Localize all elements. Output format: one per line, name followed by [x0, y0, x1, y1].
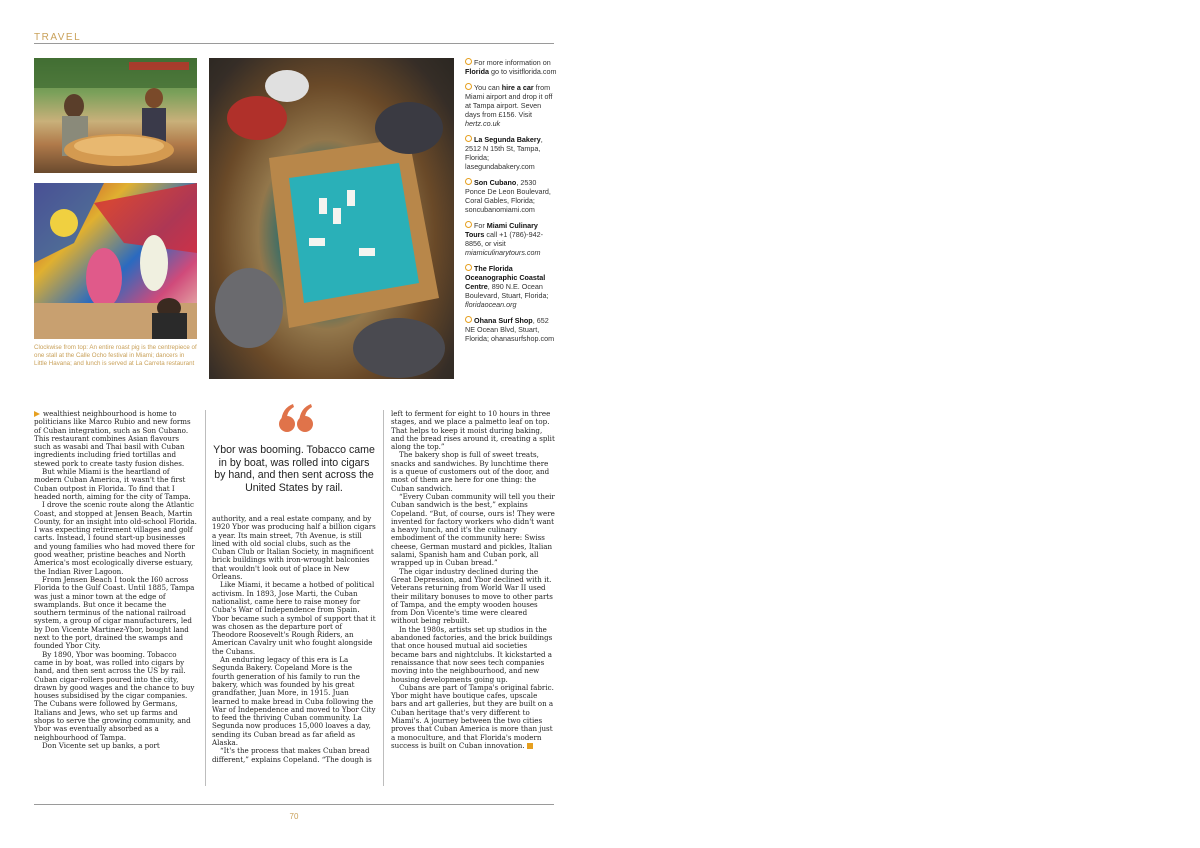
photo-domino-game-art: [209, 58, 454, 379]
top-rule: [34, 43, 554, 44]
body-paragraph: The bakery shop is full of sweet treats, snacks and sandwiches. By lunchtime there is a queue of customers out of the door, and most of them are here for one thing: the Cuban sandwich.: [391, 450, 550, 493]
body-paragraph: From Jensen Beach I took the I60 across Florida to the Gulf Coast. Until 1885, Tampa was just a minor town at the edge of swamplands. But once it became the southern terminus of the national railroad system, a group of cigar manufacturers, led by Don Vicente Martinez-Ybor, bought land next to the port, drained the swamps and founded Ybor City.: [34, 574, 195, 651]
pull-quote: Ybor was booming. Tobacco came in by boat, was rolled into cigars by hand, and then sent across the United States by rail.: [213, 444, 375, 494]
bullet-icon: [465, 83, 472, 90]
body-paragraph: “Every Cuban community will tell you their Cuban sandwich is the best,” explains Copeland. “But, of course, ours is! They were invented for factory workers who didn't want a heavy lunch, and it's the culinary embodiment of the community here: Swiss cheese, German mustard and pickles, Italian salami, Spanish ham and Cuban pork, all wrapped up in Cuban bread.”: [391, 491, 555, 568]
info-item: For Miami Culinary Tours call +1 (786)-942-8856, or visit miamiculinarytours.com: [465, 221, 543, 257]
photo-roast-pig: [34, 58, 197, 173]
photo-dancers-mural: [34, 183, 197, 339]
bullet-icon: [465, 221, 472, 228]
page-number: 70: [289, 812, 299, 821]
info-item: You can hire a car from Miami airport and drop it off at Tampa airport. Seven days from £156. Visit hertz.co.uk: [465, 83, 553, 128]
body-column-3: [391, 410, 555, 750]
body-paragraph: Like Miami, it became a hotbed of political activism. In 1893, Jose Marti, the Cuban nationalist, came here to raise money for Cuba's War of Independence from Spain. Ybor became such a symbol of support that it was chosen as the departure port of Theodore Roosevelt's Rough Riders, an American Cavalry unit who fought alongside the Cubans.: [212, 580, 376, 656]
info-item: La Segunda Bakery, 2512 N 15th St, Tampa, Florida; lasegundabakery.com: [465, 135, 543, 171]
body-paragraph: “It's the process that makes Cuban bread different,” explains Copeland. “The dough is: [212, 746, 372, 764]
end-mark-icon: [527, 743, 533, 749]
body-paragraph: Cubans are part of Tampa's original fabric. Ybor might have boutique cafes, upscale bars and art galleries, but they are built on a Cuban heritage that's very different to Miami's. A journey between the two cities proves that Cuban America is more than just a monoculture, and that Florida's modern success is built on Cuban innovation.: [391, 682, 554, 750]
body-paragraph: I drove the scenic route along the Atlantic Coast, and stopped at Jensen Beach, Martin County, for an insight into old-school Florida. I was expecting retirement villages and golf carts. Instead, I found start-up businesses and young families who had moved there for good weather, pristine beaches and North America's most ecologically diverse estuary, the Indian River Lagoon.: [34, 500, 197, 576]
body-paragraph: authority, and a real estate company, and by 1920 Ybor was producing half a billion cigars a year. Its main street, 7th Avenue, is still lined with old social clubs, such as the Cuban Club or Italian Society, in magnificent brick buildings with iron-wrought balconies that wouldn't look out of place in New Orleans.: [212, 514, 376, 582]
info-list: [465, 58, 557, 350]
bottom-rule: [34, 804, 554, 805]
bullet-icon: [465, 58, 472, 65]
body-column-2: [212, 515, 376, 764]
body-paragraph: Don Vicente set up banks, a port: [42, 740, 160, 750]
info-item: Son Cubano, 2530 Ponce De Leon Boulevard, Coral Gables, Florida; soncubanomiami.com: [465, 178, 551, 214]
column-divider: [205, 410, 206, 786]
body-paragraph: But while Miami is the heartland of modern Cuban America, it wasn't the first Cuban outpost in Florida. To find that I headed north, aiming for the city of Tampa.: [34, 467, 191, 501]
body-paragraph: By 1890, Ybor was booming. Tobacco came in by boat, was rolled into cigars by hand, and then sent across the US by rail. Cuban cigar-rollers poured into the city, drawn by good wages and the chance to buy houses subsidised by the cigar companies. The Cubans were followed by Germans, Italians and Jews, who set up farms and shops to serve the growing community, and Ybor was eventually absorbed as a neighbourhood of Tampa.: [34, 649, 195, 742]
body-paragraph: In the 1980s, artists set up studios in the abandoned factories, and the brick buildings that once housed mutual aid societies became bars and nightclubs. It kickstarted a renaissance that now sees tech companies moving into the neighbourhood, and new housing developments going up.: [391, 624, 553, 684]
bullet-icon: [465, 316, 472, 323]
photo-caption: Clockwise from top: An entire roast pig is the centrepiece of one stall at the Calle Ocho festival in Miami; dancers in Little Havana; and lunch is served at La Carreta restaurant: [34, 344, 197, 367]
body-paragraph: The cigar industry declined during the Great Depression, and Ybor declined with it. Veterans returning from World War II used their military bonuses to move to other parts of Tampa, and the empty wooden houses from Don Vicente's time were cleared without being rebuilt.: [391, 566, 553, 626]
photo-domino-game: [209, 58, 454, 379]
bullet-icon: [465, 135, 472, 142]
quote-mark-icon: [276, 398, 316, 438]
column-divider: [383, 410, 384, 786]
photo-roast-pig-art: [34, 58, 197, 173]
body-paragraph: An enduring legacy of this era is La Segunda Bakery. Copeland More is the fourth generation of his family to run the bakery, which was founded by his great grandfather, Juan More, in 1915. Juan learned to make bread in Cuba following the War of Independence and moved to Ybor City to feed the thriving Cuban community. La Segunda now produces 15,000 loaves a day, sending its Cuban bread as far afield as Alaska.: [212, 655, 376, 748]
body-column-1: [34, 410, 197, 750]
body-paragraph: left to ferment for eight to 10 hours in three stages, and we place a palmetto leaf on top. That helps to keep it moist during baking, and the bread rises around it, creating a split along the top.”: [391, 409, 555, 452]
section-label: TRAVEL: [34, 32, 82, 43]
info-item: Ohana Surf Shop, 652 NE Ocean Blvd, Stuart, Florida; ohanasurfshop.com: [465, 316, 555, 343]
info-item: For more information on Florida go to visitflorida.com: [465, 58, 557, 76]
arrow-icon: [34, 411, 40, 417]
photo-dancers-mural-art: [34, 183, 197, 339]
bullet-icon: [465, 178, 472, 185]
info-item: The Florida Oceanographic Coastal Centre, 890 N.E. Ocean Boulevard, Stuart, Florida; floridaocean.org: [465, 264, 549, 309]
bullet-icon: [465, 264, 472, 271]
body-paragraph: wealthiest neighbourhood is home to politicians like Marco Rubio and new forms of Cuban integration, such as Son Cubano. This restaurant combines Asian flavours such as wasabi and Thai basil with Cuban ingredients including fried tortillas and stewed pork to create tasty fusion dishes.: [34, 409, 191, 468]
